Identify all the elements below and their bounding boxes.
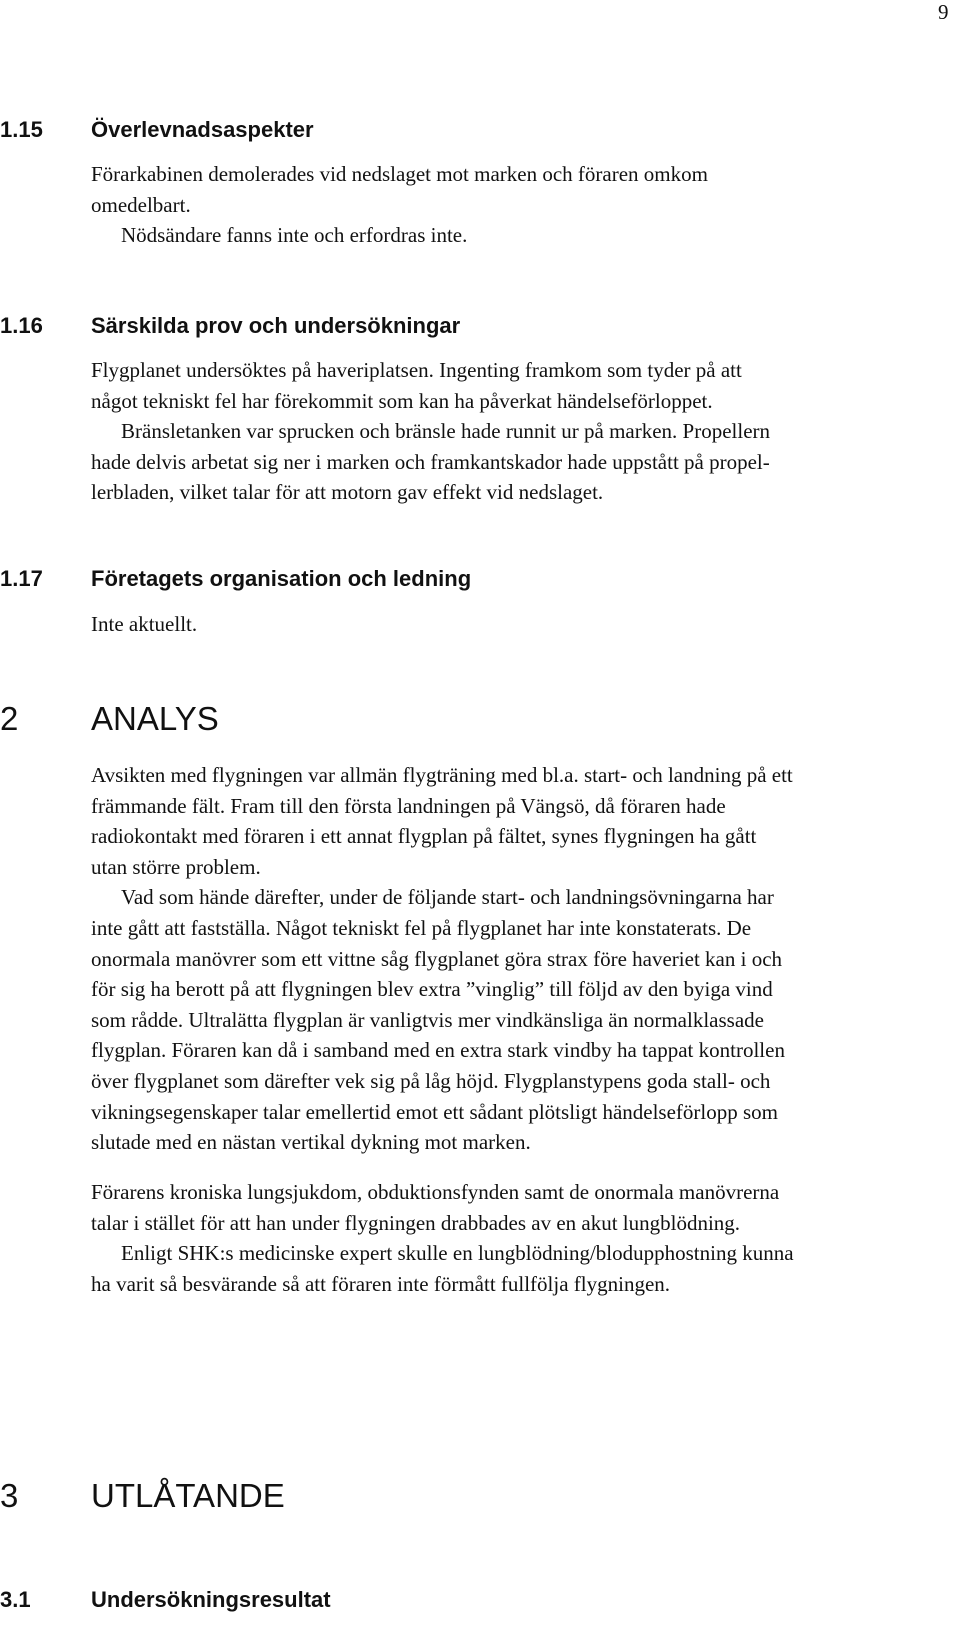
- text-line: talar i stället för att han under flygningen drabbades av en akut lungblödning.: [91, 1210, 741, 1235]
- page-number: 9: [938, 0, 949, 24]
- paragraph-organisation: [91, 609, 946, 640]
- text-line: Förarkabinen demolerades vid nedslaget mot marken och föraren omkom: [91, 162, 708, 186]
- section-number: 1.15: [0, 117, 43, 142]
- section-number: 3.1: [0, 1587, 31, 1612]
- text-line: hade delvis arbetat sig ner i marken och framkantskador hade uppstått på propel-: [91, 449, 770, 474]
- section-title: Överlevnadsaspekter: [91, 117, 314, 142]
- section-title: Undersökningsresultat: [91, 1587, 331, 1612]
- text-line: Nödsändare fanns inte och erfordras inte.: [121, 223, 468, 248]
- section-title: Företagets organisation och ledning: [91, 566, 472, 591]
- text-line: radiokontakt med föraren i ett annat flygplan på fältet, synes flygningen ha gått: [91, 824, 757, 849]
- text-line: omedelbart.: [91, 192, 191, 217]
- text-line: som rådde. Ultralätta flygplan är vanligtvis mer vindkänsliga än normalklassade: [91, 1007, 764, 1032]
- chapter-title: UTLÅTANDE: [91, 1477, 285, 1514]
- text-line: för sig ha berott på att flygningen blev extra ”vinglig” till följd av den byiga vind: [91, 977, 773, 1002]
- text-line: Vad som hände därefter, under de följande start- och landningsövningarna har: [121, 885, 774, 910]
- text-line: slutade med en nästan vertikal dykning mot marken.: [91, 1130, 531, 1155]
- text-line: flygplan. Föraren kan då i samband med en extra stark vindby ha tappat kontrollen: [91, 1038, 785, 1063]
- paragraph-analys-2: [91, 1177, 946, 1299]
- section-title: Särskilda prov och undersökningar: [91, 313, 461, 338]
- text-line: Förarens kroniska lungsjukdom, obduktionsfynden samt de onormala manövrerna: [91, 1180, 780, 1204]
- paragraph-prov: [91, 355, 946, 508]
- chapter-title: ANALYS: [91, 700, 219, 737]
- text-line: över flygplanet som därefter vek sig på låg höjd. Flygplanstypens goda stall- och: [91, 1068, 771, 1093]
- chapter-number: 3: [0, 1477, 19, 1514]
- text-line: Flygplanet undersöktes på haveriplatsen. Ingenting framkom som tyder på att: [91, 358, 742, 382]
- paragraph-analys-1: [91, 760, 946, 1158]
- chapter-number: 2: [0, 700, 19, 737]
- text-line: Enligt SHK:s medicinske expert skulle en lungblödning/blodupphostning kunna: [121, 1241, 794, 1266]
- section-number: 1.17: [0, 566, 43, 591]
- text-line: Inte aktuellt.: [91, 612, 198, 636]
- text-line: onormala manövrer som ett vittne såg flygplanet göra strax före haveriet kan i och: [91, 946, 783, 971]
- text-line: vikningsegenskaper talar emellertid emot ett sådant plötsligt händelseförlopp som: [91, 1099, 778, 1124]
- text-line: utan större problem.: [91, 854, 261, 879]
- text-line: främmande fält. Fram till den första landningen på Vängsö, då föraren hade: [91, 793, 726, 818]
- section-number: 1.16: [0, 313, 43, 338]
- text-line: inte gått att fastställa. Något tekniskt fel på flygplanet har inte konstaterats. De: [91, 915, 752, 940]
- text-line: Bränsletanken var sprucken och bränsle hade runnit ur på marken. Propellern: [121, 419, 771, 444]
- text-line: Avsikten med flygningen var allmän flygträning med bl.a. start- och landning på ett: [91, 763, 793, 787]
- text-line: ha varit så besvärande så att föraren inte förmått fullfölja flygningen.: [91, 1271, 671, 1296]
- text-line: lerbladen, vilket talar för att motorn gav effekt vid nedslaget.: [91, 480, 604, 505]
- paragraph-overlevnad: [91, 159, 946, 251]
- text-line: något tekniskt fel har förekommit som kan ha påverkat händelseförloppet.: [91, 388, 713, 413]
